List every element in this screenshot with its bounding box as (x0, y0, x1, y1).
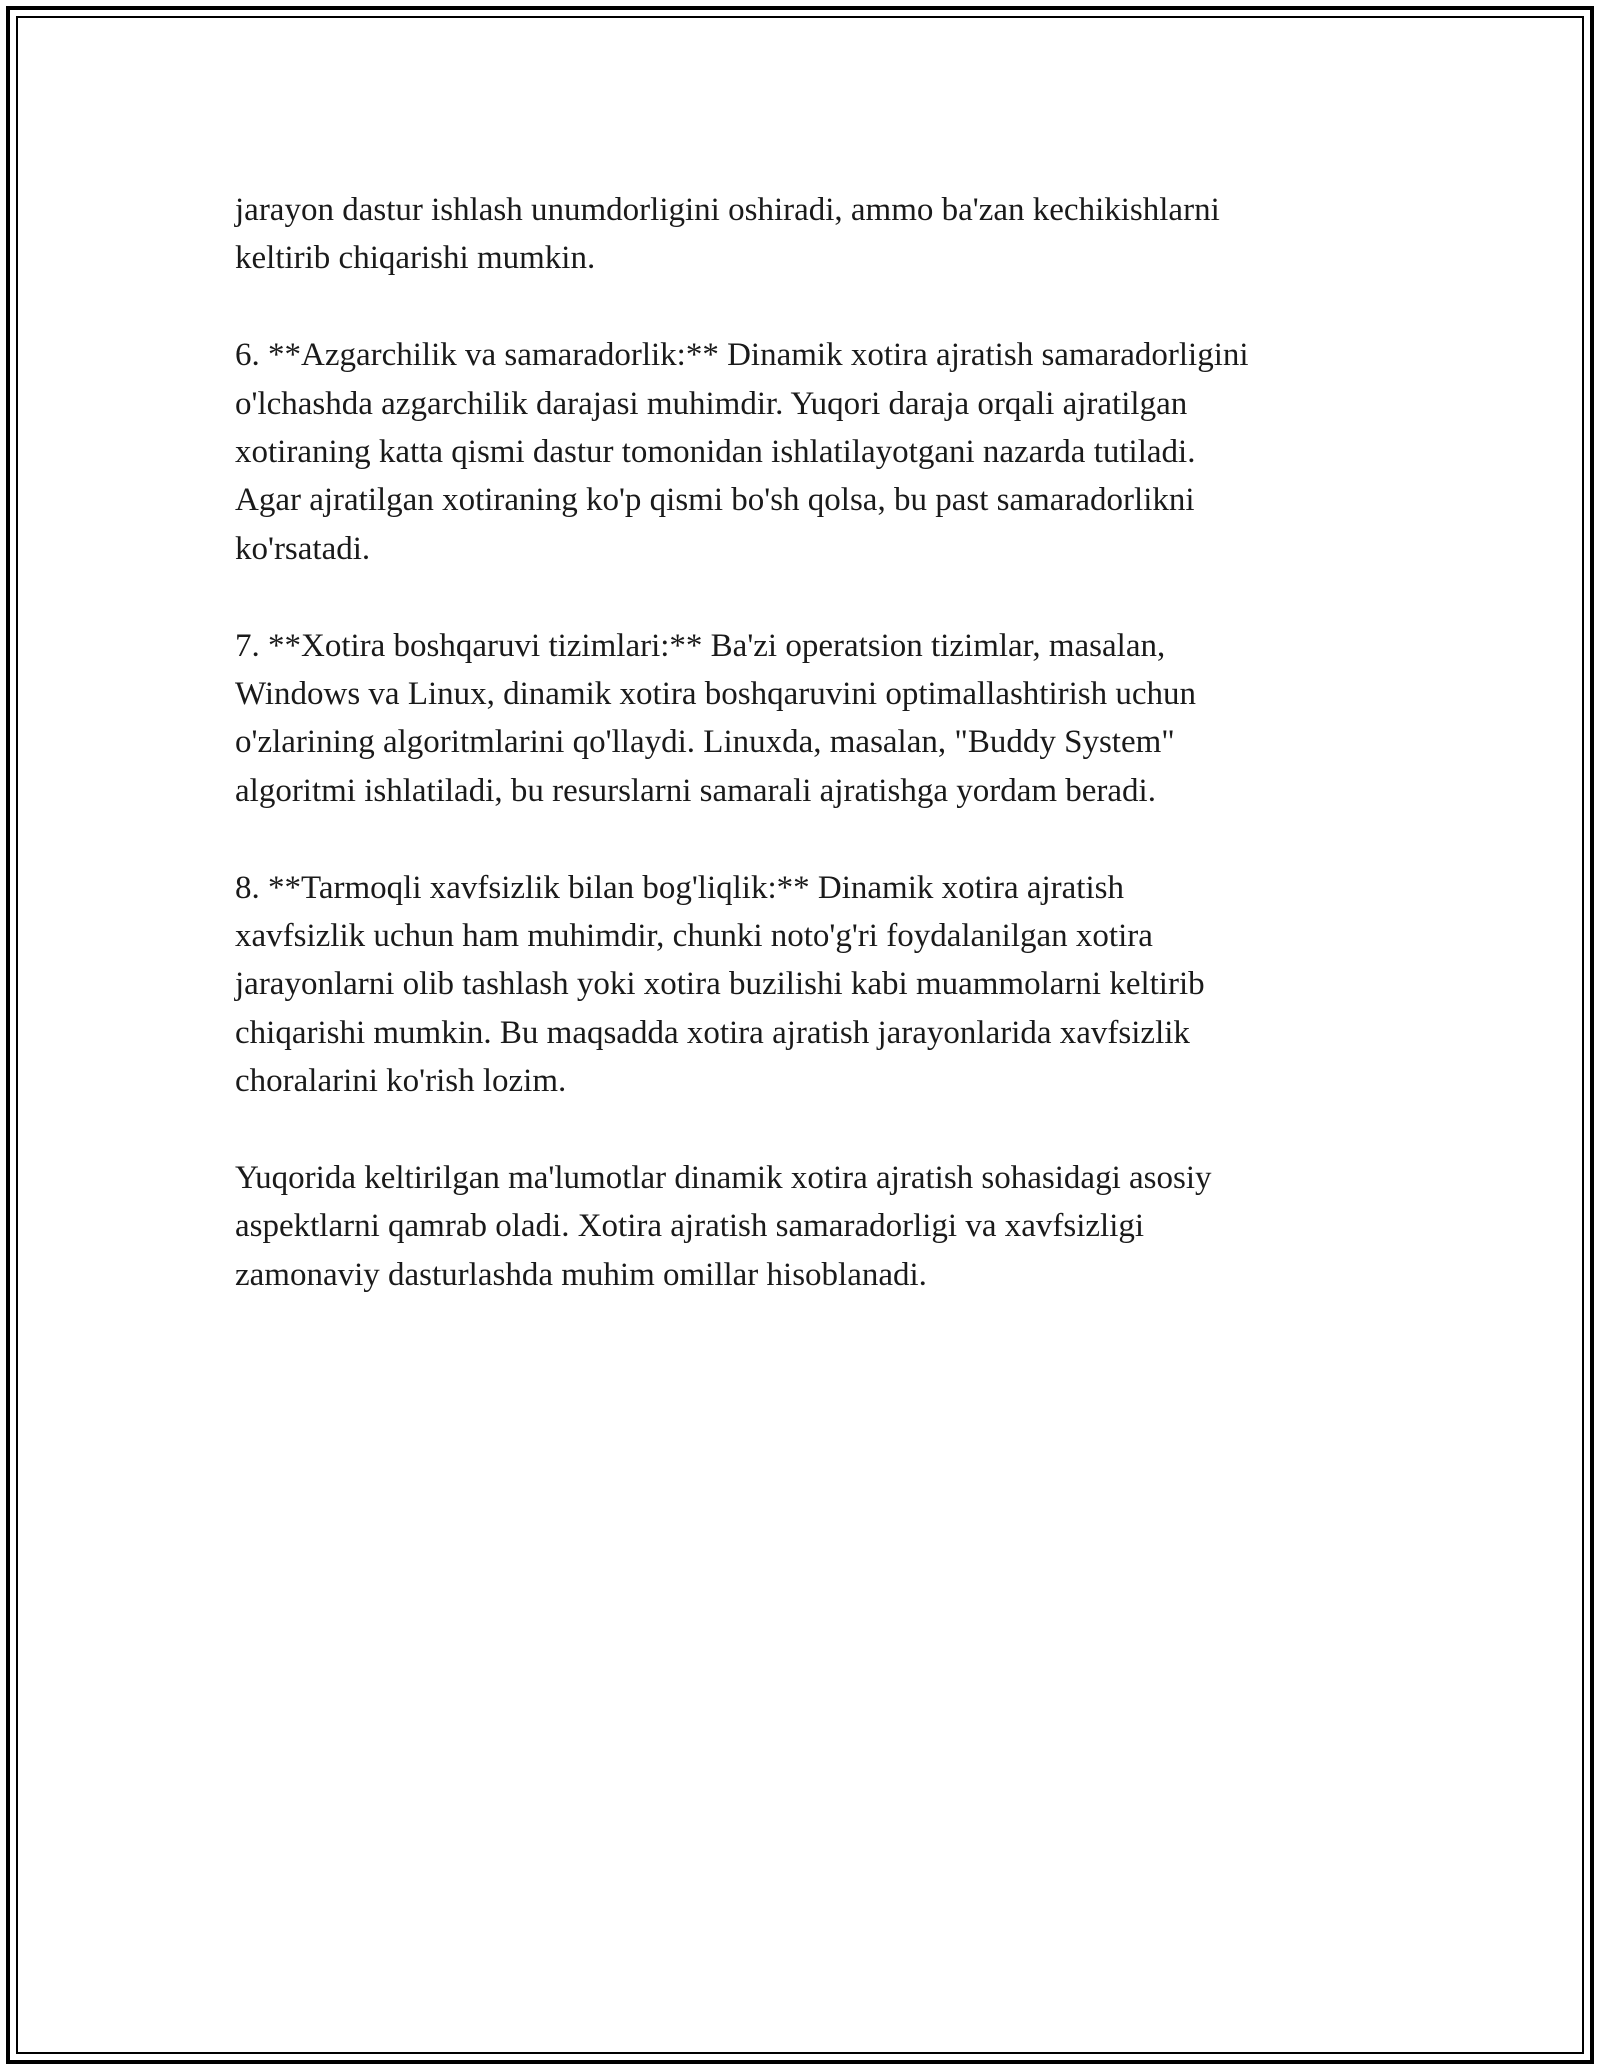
paragraph-item-7: 7. **Xotira boshqaruvi tizimlari:** Ba'zi operatsion tizimlar, masalan, Windows va Linux, dinamik xotira boshqaruvini optimallashtirish uchun o'zlarining algoritmlarini qo'llaydi. Linuxda, masalan, "Buddy System" algoritmi ishlatiladi, bu resurslarni samarali ajratishga yordam beradi. (235, 627, 1197, 809)
paragraph-item-6: 6. **Azgarchilik va samaradorlik:** Dinamik xotira ajratish samaradorligini o'lchashda azgarchilik darajasi muhimdir. Yuqori daraja orqali ajratilgan xotiraning katta qismi dastur tomonidan ishlatilayotgani nazarda tutiladi. Agar ajratilgan xotiraning ko'p qismi bo'sh qolsa, bu past samaradorlikni ko'rsatadi. (235, 337, 1249, 567)
document-body (235, 186, 1375, 1348)
paragraph-continuation: jarayon dastur ishlash unumdorligini oshiradi, ammo ba'zan kechikishlarni keltirib chiqarishi mumkin. (235, 192, 1220, 277)
paragraph-conclusion: Yuqorida keltirilgan ma'lumotlar dinamik xotira ajratish sohasidagi asosiy aspektlarni qamrab oladi. Xotira ajratish samaradorligi va xavfsizligi zamonaviy dasturlashda muhim omillar hisoblanadi. (235, 1160, 1212, 1293)
paragraph-item-8: 8. **Tarmoqli xavfsizlik bilan bog'liqlik:** Dinamik xotira ajratish xavfsizlik uchun ham muhimdir, chunki noto'g'ri foydalanilgan xotira jarayonlarni olib tashlash yoki xotira buzilishi kabi muammolarni keltirib chiqarishi mumkin. Bu maqsadda xotira ajratish jarayonlarida xavfsizlik choralarini ko'rish lozim. (235, 869, 1205, 1100)
